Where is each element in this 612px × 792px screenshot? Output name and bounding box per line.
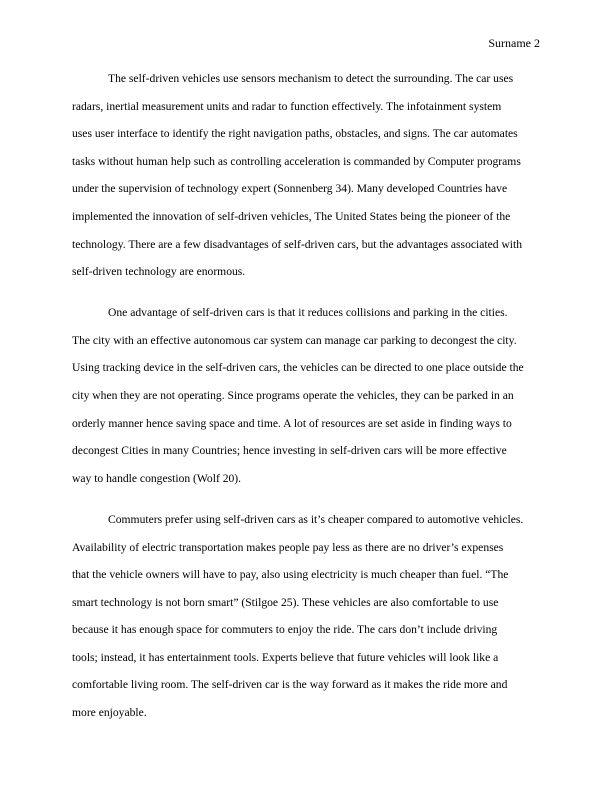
text-line: The city with an effective autonomous car system can manage car parking to decongest the city.	[72, 333, 517, 347]
text-line: orderly manner hence saving space and time. A lot of resources are set aside in finding ways to	[72, 416, 512, 430]
text-line: implemented the innovation of self-driven vehicles, The United States being the pioneer of the	[72, 209, 511, 223]
text-line: smart technology is not born smart” (Stilgoe 25). These vehicles are also comfortable to use	[72, 595, 499, 609]
text-line: city when they are not operating. Since programs operate the vehicles, they can be parked in an	[72, 389, 514, 403]
text-line: decongest Cities in many Countries; hence investing in self-driven cars will be more effective	[72, 444, 507, 458]
paragraph-1	[72, 72, 540, 293]
text-line: uses user interface to identify the right navigation paths, obstacles, and signs. The car automates	[72, 127, 518, 141]
text-line: Using tracking device in the self-driven cars, the vehicles can be directed to one place outside the	[72, 361, 524, 375]
text-line: Commuters prefer using self-driven cars as it’s cheaper compared to automotive vehicles.	[108, 512, 524, 526]
text-line: radars, inertial measurement units and radar to function effectively. The infotainment system	[72, 99, 502, 113]
text-line: Availability of electric transportation makes people pay less as there are no driver’s expenses	[72, 540, 504, 554]
text-line: way to handle congestion (Wolf 20).	[72, 471, 242, 485]
body-text	[72, 72, 540, 734]
paragraph-spacing	[72, 499, 540, 513]
paragraph-spacing	[72, 293, 540, 307]
text-line: self-driven technology are enormous.	[72, 265, 246, 279]
text-line: more enjoyable.	[72, 706, 147, 720]
text-line: tools; instead, it has entertainment tools. Experts believe that future vehicles will look like a	[72, 650, 499, 664]
running-head: Surname 2	[488, 36, 540, 50]
text-line: tasks without human help such as controlling acceleration is commanded by Computer programs	[72, 154, 521, 168]
paragraph-3	[72, 513, 540, 734]
text-line: comfortable living room. The self-driven car is the way forward as it makes the ride more and	[72, 678, 508, 692]
paragraph-2	[72, 306, 540, 499]
text-line: because it has enough space for commuters to enjoy the ride. The cars don’t include driving	[72, 623, 498, 637]
text-line: technology. There are a few disadvantages of self-driven cars, but the advantages associated with	[72, 237, 523, 251]
text-line: One advantage of self-driven cars is that it reduces collisions and parking in the cities.	[108, 306, 508, 320]
text-line: under the supervision of technology expert (Sonnenberg 34). Many developed Countries have	[72, 182, 508, 196]
text-line: The self-driven vehicles use sensors mechanism to detect the surrounding. The car uses	[108, 72, 514, 85]
text-line: that the vehicle owners will have to pay, also using electricity is much cheaper than fuel. “The	[72, 568, 509, 582]
